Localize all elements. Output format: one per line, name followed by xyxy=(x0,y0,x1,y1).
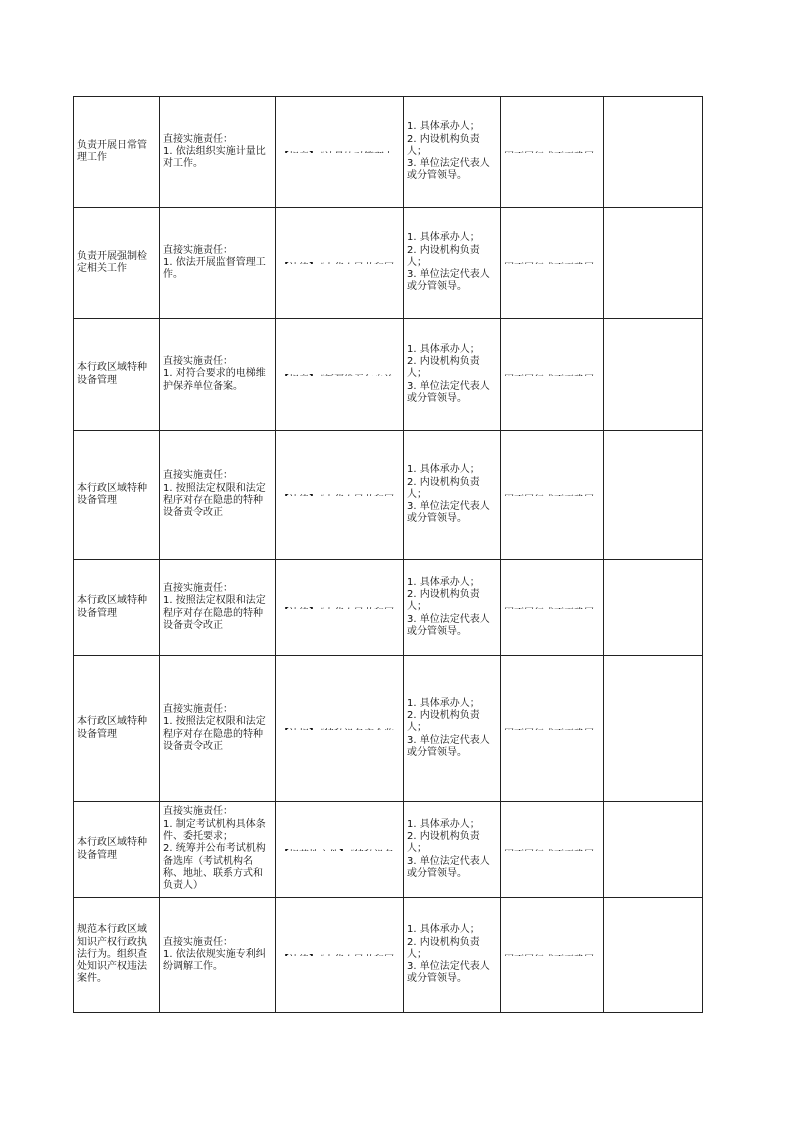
duty-title: 直接实施责任： xyxy=(163,582,233,594)
table-row xyxy=(74,802,703,898)
subject-line: 1. 具体承办人； xyxy=(407,576,480,588)
document-page xyxy=(73,96,703,1013)
remarks-cell xyxy=(604,431,703,560)
duty-line: 1. 按照法定权限和法定程序对存在隐患的特种设备责令改正 xyxy=(163,482,266,519)
subject-line: 2. 内设机构负责人； xyxy=(407,936,480,960)
accountability-text xyxy=(504,495,600,496)
item-cell xyxy=(74,208,160,319)
subject-line: 2. 内设机构负责人； xyxy=(407,710,480,734)
accountability-text xyxy=(504,955,600,956)
remarks-cell xyxy=(604,97,703,208)
basis-cell xyxy=(276,431,404,560)
subject-line: 2. 内设机构负责人； xyxy=(407,244,480,268)
basis-heading xyxy=(279,152,400,153)
duty-line: 1. 制定考试机构具体条件、委托要求； xyxy=(163,818,266,843)
table-body xyxy=(74,97,703,1013)
subject-line: 3. 单位法定代表人或分管领导。 xyxy=(407,855,490,879)
subjects-cell xyxy=(404,431,501,560)
subject-line: 1. 具体承办人； xyxy=(407,924,480,936)
subject-line: 1. 具体承办人； xyxy=(407,697,480,709)
item-text: 负责开展日常管理工作 xyxy=(77,139,147,163)
subject-line: 3. 单位法定代表人或分管领导。 xyxy=(407,961,490,985)
subjects-cell xyxy=(404,656,501,802)
basis-heading xyxy=(279,729,400,730)
accountability-cell xyxy=(501,898,604,1013)
item-text: 本行政区域特种设备管理 xyxy=(77,837,147,861)
basis-cell xyxy=(276,208,404,319)
subject-line: 1. 具体承办人； xyxy=(407,464,480,476)
basis-heading xyxy=(279,263,400,264)
subject-line: 2. 内设机构负责人； xyxy=(407,831,480,855)
item-text: 本行政区域特种设备管理 xyxy=(77,716,147,740)
remarks-cell xyxy=(604,208,703,319)
subject-line: 1. 具体承办人； xyxy=(407,121,480,133)
subject-line: 1. 具体承办人； xyxy=(407,232,480,244)
accountability-text xyxy=(504,729,600,730)
duty-cell xyxy=(160,431,276,560)
basis-heading xyxy=(279,955,400,956)
remarks-cell xyxy=(604,319,703,431)
basis-cell xyxy=(276,656,404,802)
item-text: 规范本行政区域知识产权行政执法行为。组织查处知识产权违法案件。 xyxy=(77,924,147,985)
item-cell xyxy=(74,97,160,208)
subject-line: 2. 内设机构负责人； xyxy=(407,356,480,380)
duty-title: 直接实施责任： xyxy=(163,133,233,145)
subject-line: 2. 内设机构负责人； xyxy=(407,133,480,157)
basis-cell xyxy=(276,560,404,656)
accountability-text xyxy=(504,608,600,609)
accountability-text xyxy=(504,375,600,376)
accountability-cell xyxy=(501,431,604,560)
subject-line: 3. 单位法定代表人或分管领导。 xyxy=(407,158,490,182)
table-row xyxy=(74,97,703,208)
subject-line: 2. 内设机构负责人； xyxy=(407,589,480,613)
accountability-cell xyxy=(501,560,604,656)
item-text: 本行政区域特种设备管理 xyxy=(77,595,147,619)
basis-heading xyxy=(279,608,400,609)
duty-cell xyxy=(160,802,276,898)
subjects-cell xyxy=(404,319,501,431)
table-row xyxy=(74,656,703,802)
remarks-cell xyxy=(604,802,703,898)
table-row xyxy=(74,208,703,319)
remarks-cell xyxy=(604,898,703,1013)
remarks-cell xyxy=(604,656,703,802)
subject-line: 1. 具体承办人； xyxy=(407,343,480,355)
subjects-cell xyxy=(404,898,501,1013)
duty-cell xyxy=(160,656,276,802)
duty-line: 1. 依法依规实施专利纠纷调解工作。 xyxy=(163,948,266,973)
responsibility-table xyxy=(73,96,703,1013)
duty-cell xyxy=(160,898,276,1013)
item-cell xyxy=(74,319,160,431)
duty-line: 1. 依法开展监督管理工作。 xyxy=(163,256,266,281)
item-cell xyxy=(74,802,160,898)
duty-title: 直接实施责任： xyxy=(163,703,233,715)
subject-line: 2. 内设机构负责人； xyxy=(407,476,480,500)
duty-line: 1. 依法组织实施计量比对工作。 xyxy=(163,145,266,170)
accountability-text xyxy=(504,152,600,153)
accountability-text xyxy=(504,263,600,264)
item-cell xyxy=(74,656,160,802)
item-cell xyxy=(74,898,160,1013)
basis-heading xyxy=(279,495,400,496)
item-cell xyxy=(74,560,160,656)
table-row xyxy=(74,431,703,560)
table-row xyxy=(74,898,703,1013)
item-text: 本行政区域特种设备管理 xyxy=(77,482,147,506)
basis-cell xyxy=(276,898,404,1013)
accountability-cell xyxy=(501,656,604,802)
accountability-cell xyxy=(501,802,604,898)
basis-heading xyxy=(279,375,400,376)
duty-title: 直接实施责任： xyxy=(163,244,233,256)
subject-line: 3. 单位法定代表人或分管领导。 xyxy=(407,613,490,637)
subject-line: 3. 单位法定代表人或分管领导。 xyxy=(407,501,490,525)
duty-cell xyxy=(160,208,276,319)
duty-line: 1. 按照法定权限和法定程序对存在隐患的特种设备责令改正 xyxy=(163,595,266,631)
subject-line: 3. 单位法定代表人或分管领导。 xyxy=(407,269,490,293)
basis-cell xyxy=(276,97,404,208)
duty-cell xyxy=(160,319,276,431)
subject-line: 3. 单位法定代表人或分管领导。 xyxy=(407,734,490,758)
subjects-cell xyxy=(404,802,501,898)
table-row xyxy=(74,560,703,656)
basis-cell xyxy=(276,319,404,431)
basis-heading xyxy=(279,850,400,851)
duty-line: 1. 对符合要求的电梯维护保养单位备案。 xyxy=(163,368,266,392)
duty-cell xyxy=(160,560,276,656)
subject-line: 1. 具体承办人； xyxy=(407,818,480,830)
basis-cell xyxy=(276,802,404,898)
remarks-cell xyxy=(604,560,703,656)
duty-title: 直接实施责任： xyxy=(163,470,233,482)
duty-cell xyxy=(160,97,276,208)
duty-title: 直接实施责任： xyxy=(163,936,233,948)
item-cell xyxy=(74,431,160,560)
subjects-cell xyxy=(404,208,501,319)
subjects-cell xyxy=(404,97,501,208)
accountability-cell xyxy=(501,319,604,431)
accountability-cell xyxy=(501,208,604,319)
item-text: 负责开展强制检定相关工作 xyxy=(77,250,147,274)
subject-line: 3. 单位法定代表人或分管领导。 xyxy=(407,380,490,404)
subjects-cell xyxy=(404,560,501,656)
duty-line: 2. 统筹并公布考试机构备选库（考试机构名称、地址、联系方式和负责人） xyxy=(163,843,266,892)
duty-title: 直接实施责任： xyxy=(163,356,233,368)
accountability-text xyxy=(504,850,600,851)
table-row xyxy=(74,319,703,431)
accountability-cell xyxy=(501,97,604,208)
duty-line: 1. 按照法定权限和法定程序对存在隐患的特种设备责令改正 xyxy=(163,716,266,752)
duty-title: 直接实施责任： xyxy=(163,806,233,818)
item-text: 本行政区域特种设备管理 xyxy=(77,362,147,386)
